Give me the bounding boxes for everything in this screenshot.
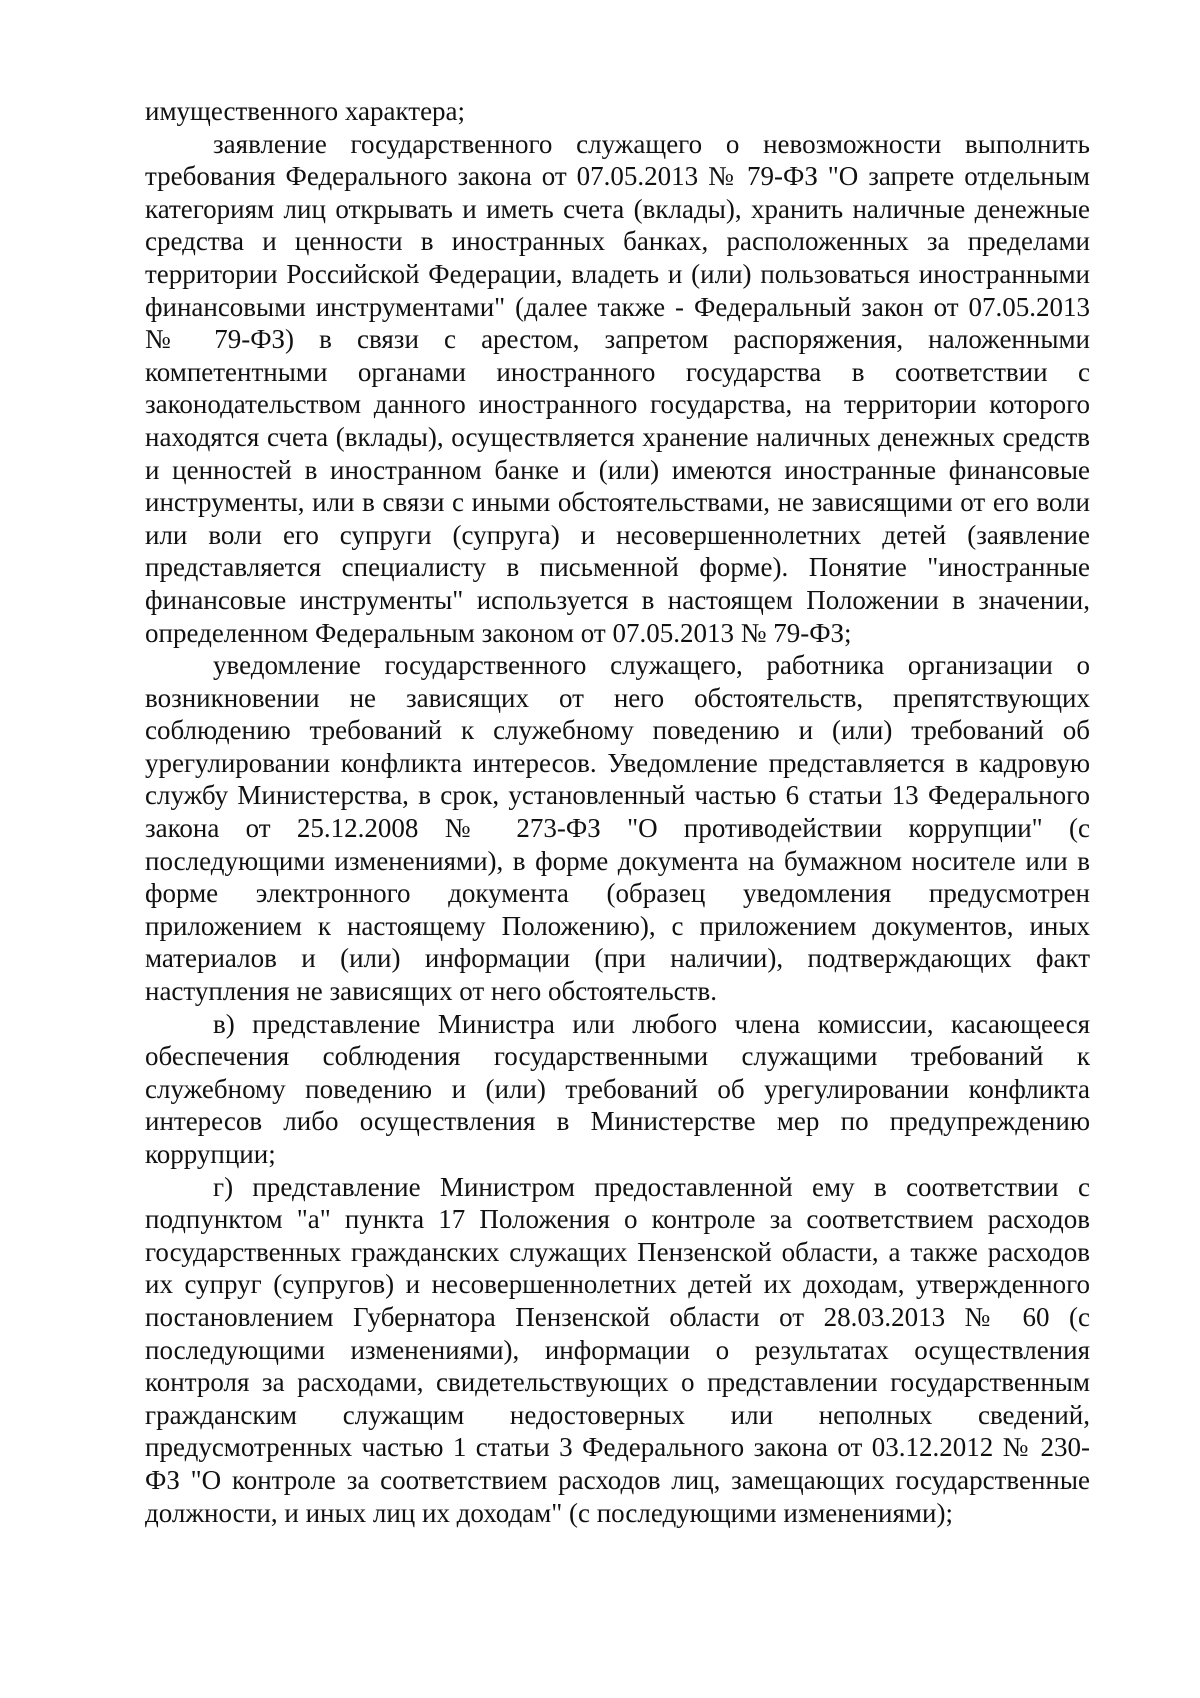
paragraph-notification: уведомление государственного служащего, работника организации о возникновении не зависящих от него обстоятельств, препятствующих соблюдению требований к служебному поведению и (или) требований об урегулировании конфликта интересов. Уведомление представляется в кадровую службу Министерства, в срок, установленный частью 6 статьи 13 Федерального закона от 25.12.2008 № 273-ФЗ "О противодействии коррупции" (с последующими изменениями), в форме документа на бумажном носителе или в форме электронного документа (образец уведомления предусмотрен приложением к настоящему Положению), с приложением документов, иных материалов и (или) информации (при наличии), подтверждающих факт наступления не зависящих от него обстоятельств. bbox=[145, 650, 1090, 1007]
paragraph-item-g: г) представление Министром предоставленной ему в соответствии с подпунктом "а" пункта 17 Положения о контроле за соответствием расходов государственных гражданских служащих Пензенской области, а также расходов их супруг (супругов) и несовершеннолетних детей их доходам, утвержденного постановлением Губернатора Пензенской области от 28.03.2013 № 60 (с последующими изменениями), информации о результатах осуществления контроля за расходами, свидетельствующих о представлении государственным гражданским служащим недостоверных или неполных сведений, предусмотренных частью 1 статьи 3 Федерального закона от 03.12.2012 № 230-ФЗ "О контроле за соответствием расходов лиц, замещающих государственные должности, и иных лиц их доходам" (с последующими изменениями); bbox=[145, 1171, 1090, 1528]
paragraph-item-v: в) представление Министра или любого члена комиссии, касающееся обеспечения соблюдения государственными служащими требований к служебному поведению и (или) требований об урегулировании конфликта интересов либо осуществления в Министерстве мер по предупреждению коррупции; bbox=[145, 1008, 1090, 1169]
paragraph-statement: заявление государственного служащего о невозможности выполнить требования Федерального закона от 07.05.2013 № 79-ФЗ "О запрете отдельным категориям лиц открывать и иметь счета (вклады), хранить наличные денежные средства и ценности в иностранных банках, расположенных за пределами территории Российской Федерации, владеть и (или) пользоваться иностранными финансовыми инструментами" (далее также - Федеральный закон от 07.05.2013 № 79-ФЗ) в связи с арестом, запретом распоряжения, наложенными компетентными органами иностранного государства в соответствии с законодательством данного иностранного государства, на территории которого находятся счета (вклады), осуществляется хранение наличных денежных средств и ценностей в иностранном банке и (или) имеются иностранные финансовые инструменты, или в связи с иными обстоятельствами, не зависящими от его воли или воли его супруги (супруга) и несовершеннолетних детей (заявление представляется специалисту в письменной форме). Понятие "иностранные финансовые инструменты" используется в настоящем Положении в значении, определенном Федеральным законом от 07.05.2013 № 79-ФЗ; bbox=[145, 128, 1090, 648]
paragraph-continuation: имущественного характера; bbox=[145, 96, 466, 126]
